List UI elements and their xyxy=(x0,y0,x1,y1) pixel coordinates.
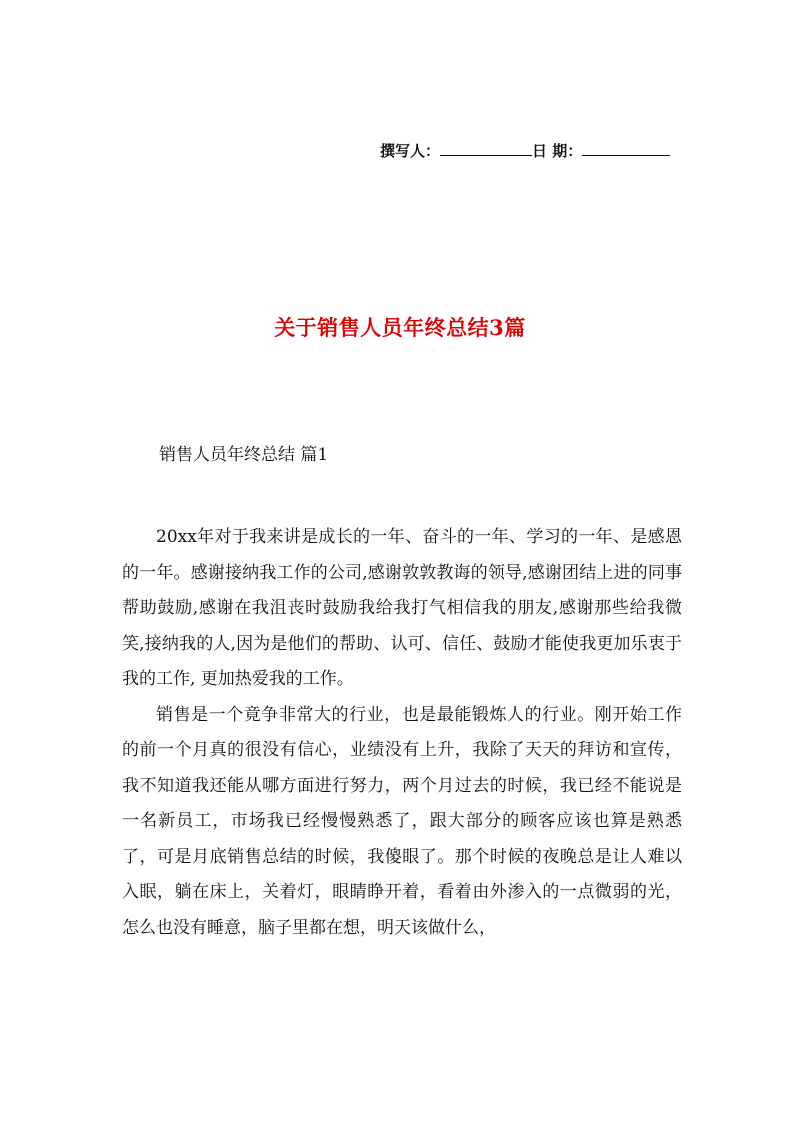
author-blank xyxy=(440,141,532,156)
body-text xyxy=(122,520,682,946)
date-label: 日 期： xyxy=(532,142,583,160)
paragraph-2: 销售是一个竟争非常大的行业，也是最能锻炼人的行业。刚开始工作的前一个月真的很没有信心，业绩没有上升，我除了天天的拜访和宣传，我不知道我还能从哪方面进行努力，两个月过去的时候，我已经不能说是一名新员工，市场我已经慢慢熟悉了，跟大部分的顾客应该也算是熟悉了，可是月底销售总结的时候，我傻眼了。那个时候的夜晚总是让人难以入眠，躺在床上，关着灯，眼睛睁开着，看着由外渗入的一点微弱的光，怎么也没有睡意，脑子里都在想，明天该做什么， xyxy=(122,704,682,938)
document-title: 关于销售人员年终总结3篇 xyxy=(274,315,526,340)
paragraph-1: 20xx年对于我来讲是成长的一年、奋斗的一年、学习的一年、是感恩的一年。感谢接纳我工作的公司,感谢敦敦教诲的领导,感谢团结上进的同事帮助鼓励,感谢在我沮丧时鼓励我给我打气相信我的朋友,感谢那些给我微笑,接纳我的人,因为是他们的帮助、认可、信任、鼓励才能使我更加乐衷于我的工作, 更加热爱我的工作。 xyxy=(122,527,682,689)
author-label: 撰写人： xyxy=(380,142,441,160)
date-blank xyxy=(582,141,670,156)
section-heading: 销售人员年终总结 篇1 xyxy=(159,445,329,465)
author-date-line xyxy=(380,140,670,161)
